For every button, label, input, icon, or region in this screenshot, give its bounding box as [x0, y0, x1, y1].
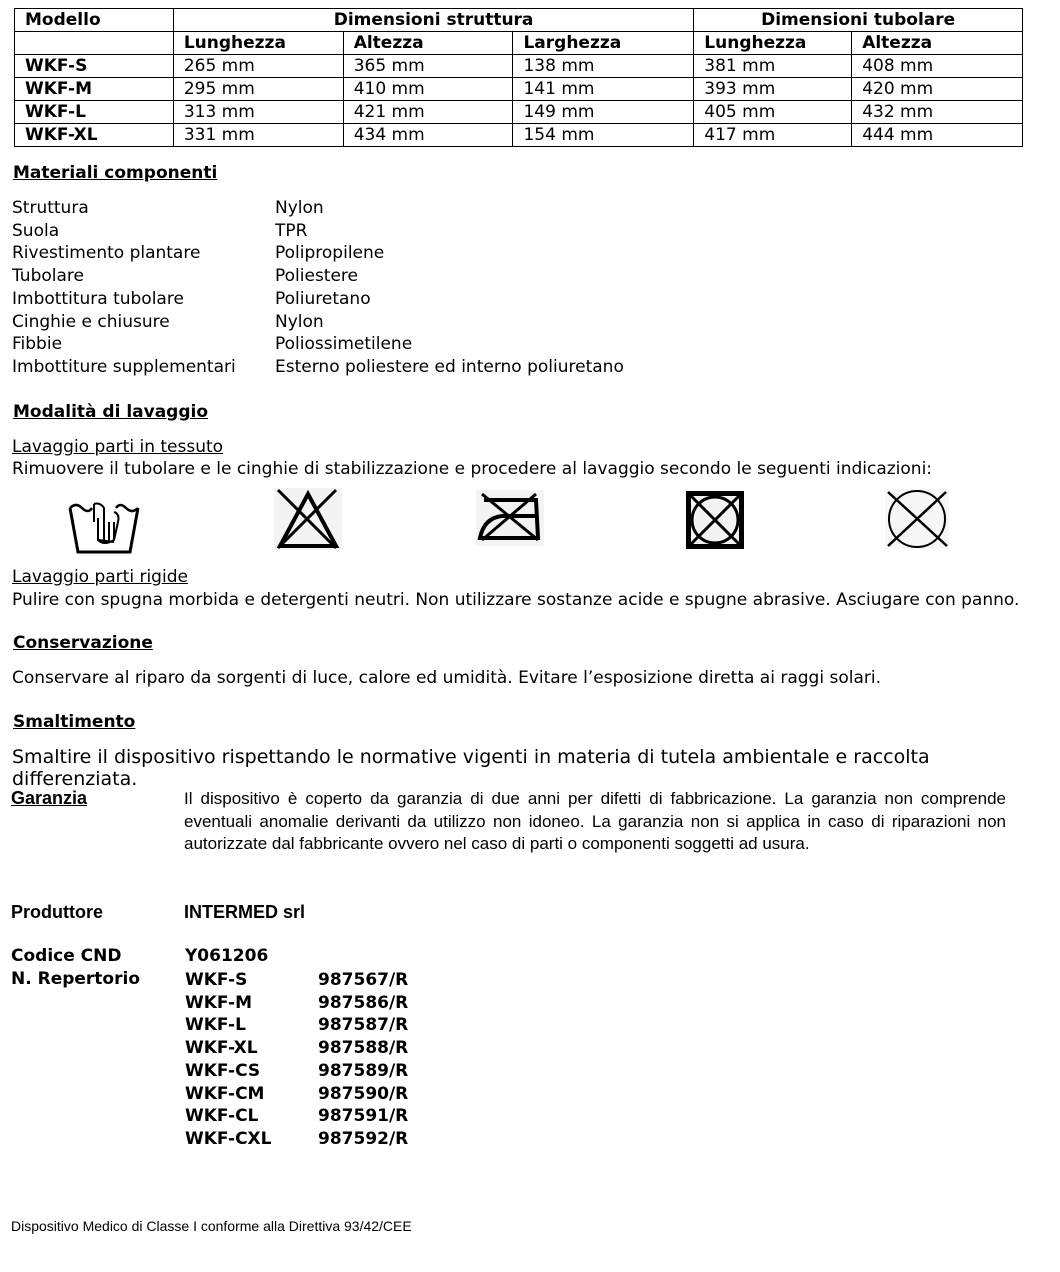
row-model: WKF-M: [15, 78, 174, 101]
cell: 154 mm: [513, 124, 694, 147]
cell: 417 mm: [694, 124, 852, 147]
cell: 365 mm: [343, 55, 513, 78]
hand-wash-icon: [68, 500, 140, 554]
materials-list: [12, 197, 624, 379]
fabric-wash-title: Lavaggio parti in tessuto: [12, 437, 224, 457]
row-model: WKF-XL: [15, 124, 174, 147]
washing-title: Modalità di lavaggio: [13, 402, 209, 422]
cell: 432 mm: [852, 101, 1023, 124]
disposal-text: Smaltire il dispositivo rispettando le normative vigenti in materia di tutela ambientale e raccolta differenziata.: [12, 746, 930, 790]
subheader: Altezza: [343, 32, 513, 55]
list-item: WKF-CL 987591/R: [185, 1106, 409, 1127]
subheader: Larghezza: [513, 32, 694, 55]
table-subheader-row: [15, 32, 1023, 55]
list-item: WKF-M 987586/R: [185, 992, 409, 1013]
cell: 381 mm: [694, 55, 852, 78]
list-item: Struttura Nylon: [12, 198, 324, 218]
cell: 410 mm: [343, 78, 513, 101]
table-header-row: [15, 9, 1023, 32]
cell: 138 mm: [513, 55, 694, 78]
dimensions-table: [14, 8, 1023, 147]
cnd-label: Codice CND: [11, 946, 122, 966]
cnd-value: Y061206: [185, 946, 269, 966]
storage-title: Conservazione: [13, 633, 153, 653]
subheader: Altezza: [852, 32, 1023, 55]
list-item: Imbottitura tubolare Poliuretano: [12, 288, 371, 309]
no-bleach-icon: [274, 488, 342, 550]
cell: 313 mm: [173, 101, 343, 124]
table-row: [15, 55, 1023, 78]
list-item: WKF-CS 987589/R: [185, 1060, 409, 1081]
list-item: Fibbie Poliossimetilene: [12, 334, 413, 355]
list-item: WKF-CM 987590/R: [185, 1083, 409, 1104]
cell: 408 mm: [852, 55, 1023, 78]
rigid-wash-text: Pulire con spugna morbida e detergenti neutri. Non utilizzare sostanze acide e spugne abrasive. Asciugare con panno.: [12, 590, 1020, 610]
cell: 295 mm: [173, 78, 343, 101]
producer-value: INTERMED srl: [184, 902, 306, 922]
fabric-wash-text: Rimuovere il tubolare e le cinghie di stabilizzazione e procedere al lavaggio secondo le seguenti indicazioni:: [12, 459, 933, 479]
table-row: [15, 78, 1023, 101]
list-item: WKF-S 987567/R: [185, 970, 409, 990]
header-structure: Dimensioni struttura: [173, 9, 693, 32]
table-row: [15, 124, 1023, 147]
rigid-wash-title: Lavaggio parti rigide: [12, 567, 188, 587]
subheader: Lunghezza: [694, 32, 852, 55]
list-item: WKF-L 987587/R: [185, 1015, 409, 1036]
repertorio-label: N. Repertorio: [11, 969, 141, 989]
cell: 421 mm: [343, 101, 513, 124]
list-item: Imbottiture supplementari Esterno poliestere ed interno poliuretano: [12, 356, 624, 377]
cell: 331 mm: [173, 124, 343, 147]
cell: 141 mm: [513, 78, 694, 101]
storage-text: Conservare al riparo da sorgenti di luce, calore ed umidità. Evitare l’esposizione diretta ai raggi solari.: [12, 668, 881, 688]
cell: 405 mm: [694, 101, 852, 124]
header-model: Modello: [15, 9, 174, 32]
no-dry-clean-icon: [885, 489, 949, 549]
list-item: Suola TPR: [12, 220, 308, 241]
disposal-title: Smaltimento: [13, 712, 136, 732]
header-tubular: Dimensioni tubolare: [694, 9, 1023, 32]
cell: 434 mm: [343, 124, 513, 147]
list-item: Tubolare Poliestere: [12, 266, 359, 287]
list-item: WKF-CXL 987592/R: [185, 1128, 409, 1149]
warranty-label: Garanzia: [11, 788, 88, 808]
producer-label: Produttore: [11, 902, 103, 922]
cell: 149 mm: [513, 101, 694, 124]
subheader: Lunghezza: [173, 32, 343, 55]
cell: 265 mm: [173, 55, 343, 78]
table-row: [15, 101, 1023, 124]
cell: 420 mm: [852, 78, 1023, 101]
row-model: WKF-L: [15, 101, 174, 124]
materials-title: Materiali componenti: [13, 163, 218, 183]
repertorio-list: [185, 969, 408, 1151]
cell: 444 mm: [852, 124, 1023, 147]
list-item: WKF-XL 987588/R: [185, 1038, 409, 1059]
row-model: WKF-S: [15, 55, 174, 78]
footer-note: Dispositivo Medico di Classe I conforme alla Direttiva 93/42/CEE: [11, 1218, 412, 1234]
list-item: Rivestimento plantare Polipropilene: [12, 243, 385, 264]
list-item: Cinghie e chiusure Nylon: [12, 311, 324, 332]
cell: 393 mm: [694, 78, 852, 101]
no-tumble-dry-icon: [684, 489, 746, 551]
warranty-text: Il dispositivo è coperto da garanzia di due anni per difetti di fabbricazione. La garanzia non comprende eventuali anomalie derivanti da utilizzo non idoneo. La garanzia non si applica in caso di riparazioni non autorizzate dal fabbricante ovvero nel caso di parti o componenti soggetti ad usura.: [184, 789, 1006, 854]
no-iron-icon: [476, 490, 544, 546]
